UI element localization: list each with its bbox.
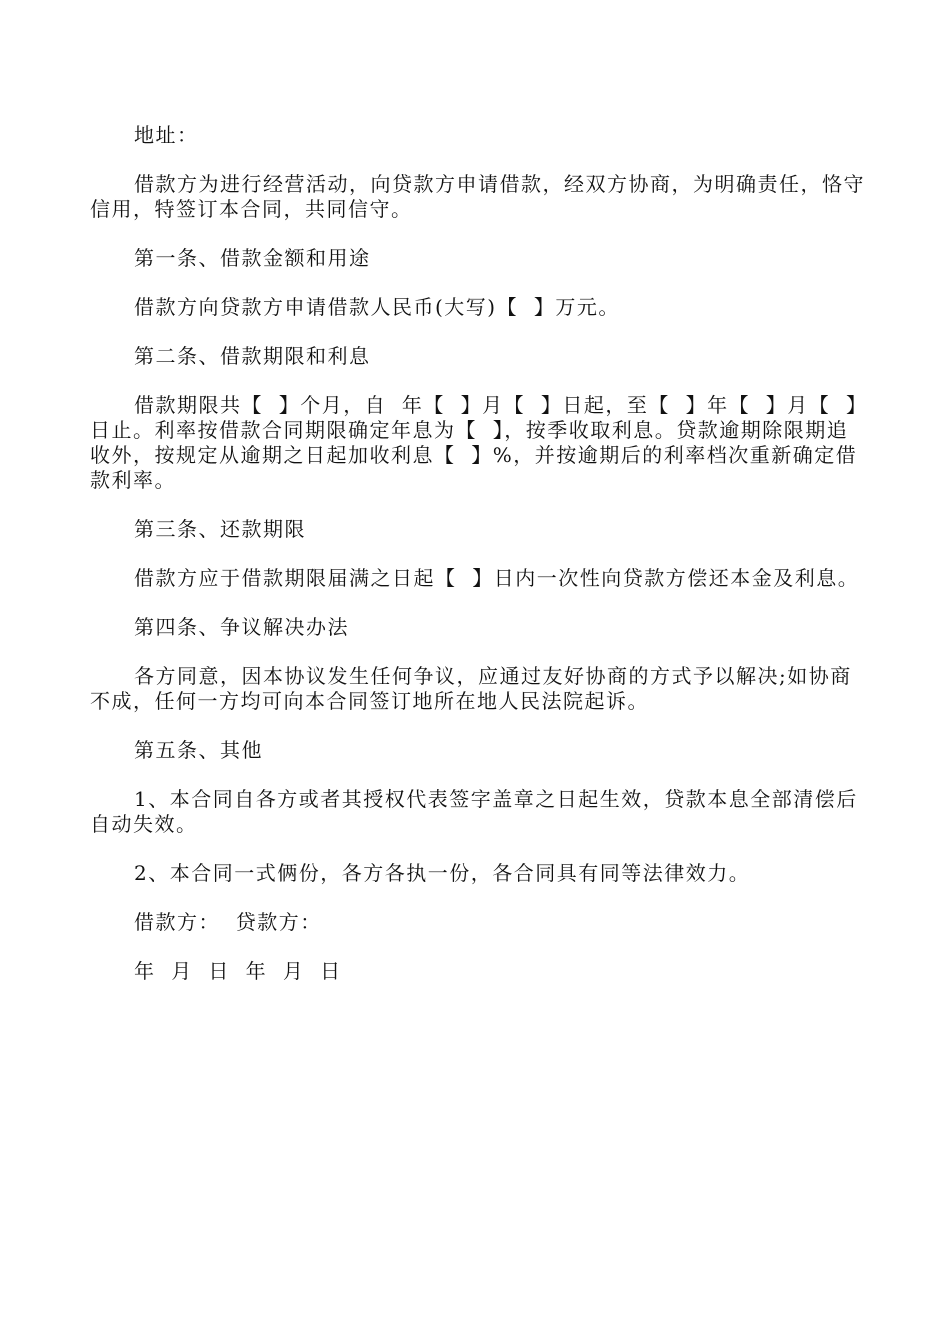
article-1-body: 借款方向贷款方申请借款人民币(大写)【 】万元。 (134, 295, 620, 319)
article-4-heading: 第四条、争议解决办法 (134, 615, 349, 639)
document-page (90, 123, 865, 1008)
article-4-body: 各方同意，因本协议发生任何争议，应通过友好协商的方式予以解决;如协商不成，任何一方均可向本合同签订地所在地人民法院起诉。 (90, 664, 852, 713)
article-3-body: 借款方应于借款期限届满之日起【 】日内一次性向贷款方偿还本金及利息。 (134, 566, 860, 590)
article-2-body: 借款期限共【 】个月，自 年【 】月【 】日起，至【 】年【 】月【 】日止。利率按借款合同期限确定年息为【 】，按季收取利息。贷款逾期除限期追收外，按规定从逾期之日起加收利息【 】%，并按逾期后的利率档次重新确定借款利率。 (90, 393, 858, 492)
article-5-item-1: 1、本合同自各方或者其授权代表签字盖章之日起生效，贷款本息全部清偿后自动失效。 (90, 787, 858, 836)
article-5-item-2: 2、本合同一式俩份，各方各执一份，各合同具有同等法律效力。 (134, 861, 751, 885)
signature-line: 借款方： 贷款方： (134, 910, 322, 934)
date-line: 年 月 日 年 月 日 (134, 959, 342, 983)
address-line: 地址： (134, 123, 199, 147)
article-3-heading: 第三条、还款期限 (134, 517, 306, 541)
article-2-heading: 第二条、借款期限和利息 (134, 344, 371, 368)
article-1-heading: 第一条、借款金额和用途 (134, 246, 371, 270)
article-5-heading: 第五条、其他 (134, 738, 263, 762)
preamble-paragraph: 借款方为进行经营活动，向贷款方申请借款，经双方协商，为明确责任，恪守信用，特签订本合同，共同信守。 (90, 172, 865, 221)
